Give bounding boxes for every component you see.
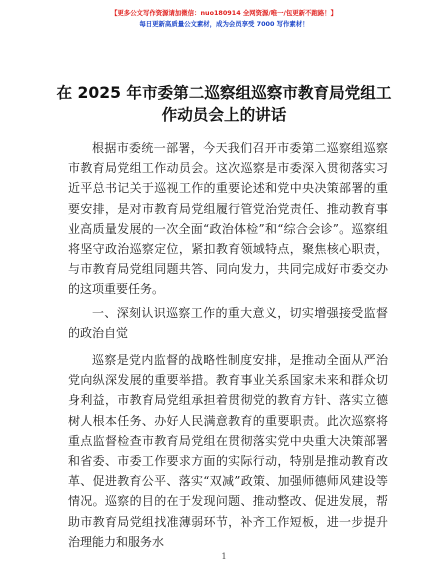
section-heading-1: 一、深刻认识巡察工作的重大意义，切实增强接受监督的政治自觉 — [68, 305, 388, 340]
title-line-2: 作动员会上的讲话 — [161, 105, 287, 124]
paragraph-section-1: 巡察是党内监督的战略性制度安排，是推动全面从严治党向纵深发展的重要举措。教育事业关系国家未来和群众切身利益，市教育局党组承担着贯彻党的教育方针、落实立德树人根本任务、办好人民满意教育的重要职责。此次巡察将重点监督检查市教育局党组在贯彻落实党中央重大决策部署和省委、市委工作要求方面的实际行动，特别是推动教育改革、促进教育公平、落实“双减”政策、加强师德师风建设等情况。巡察的目的在于发现问题、推动整改、促进发展，帮助市教育局党组找准薄弱环节，补齐工作短板，进一步提升治理能力和服务水 — [68, 353, 388, 549]
promo-banner — [0, 8, 448, 30]
promo-line-1: 【更多公文写作资源请加微信：nuo180914 全网资源/唯一/包更新不跑路！】 — [111, 9, 337, 17]
paragraph-intro: 根据市委统一部署，今天我们召开市委第二巡察组巡察市教育局党组工作动员会。这次巡察是市委深入贯彻落实习近平总书记关于巡视工作的重要论述和党中央决策部署的重要安排，是对市教育局党组履行管党治党责任、推动教育事业高质量发展的一次全面“政治体检”和“综合会诊”。巡察组将坚守政治巡察定位，紧扣教育领域特点，聚焦核心职责，与市教育局党组同题共答、同向发力，共同完成好市委交办的这项重要任务。 — [68, 141, 388, 297]
document-title — [0, 83, 448, 126]
promo-line-2: 每日更新高质量公文素材，成为会员享受 7000 写作素材！ — [139, 20, 309, 28]
page-number: 1 — [221, 552, 227, 561]
document-body — [68, 138, 388, 552]
title-line-1: 在 2025 年市委第二巡察组巡察市教育局党组工 — [56, 84, 392, 102]
